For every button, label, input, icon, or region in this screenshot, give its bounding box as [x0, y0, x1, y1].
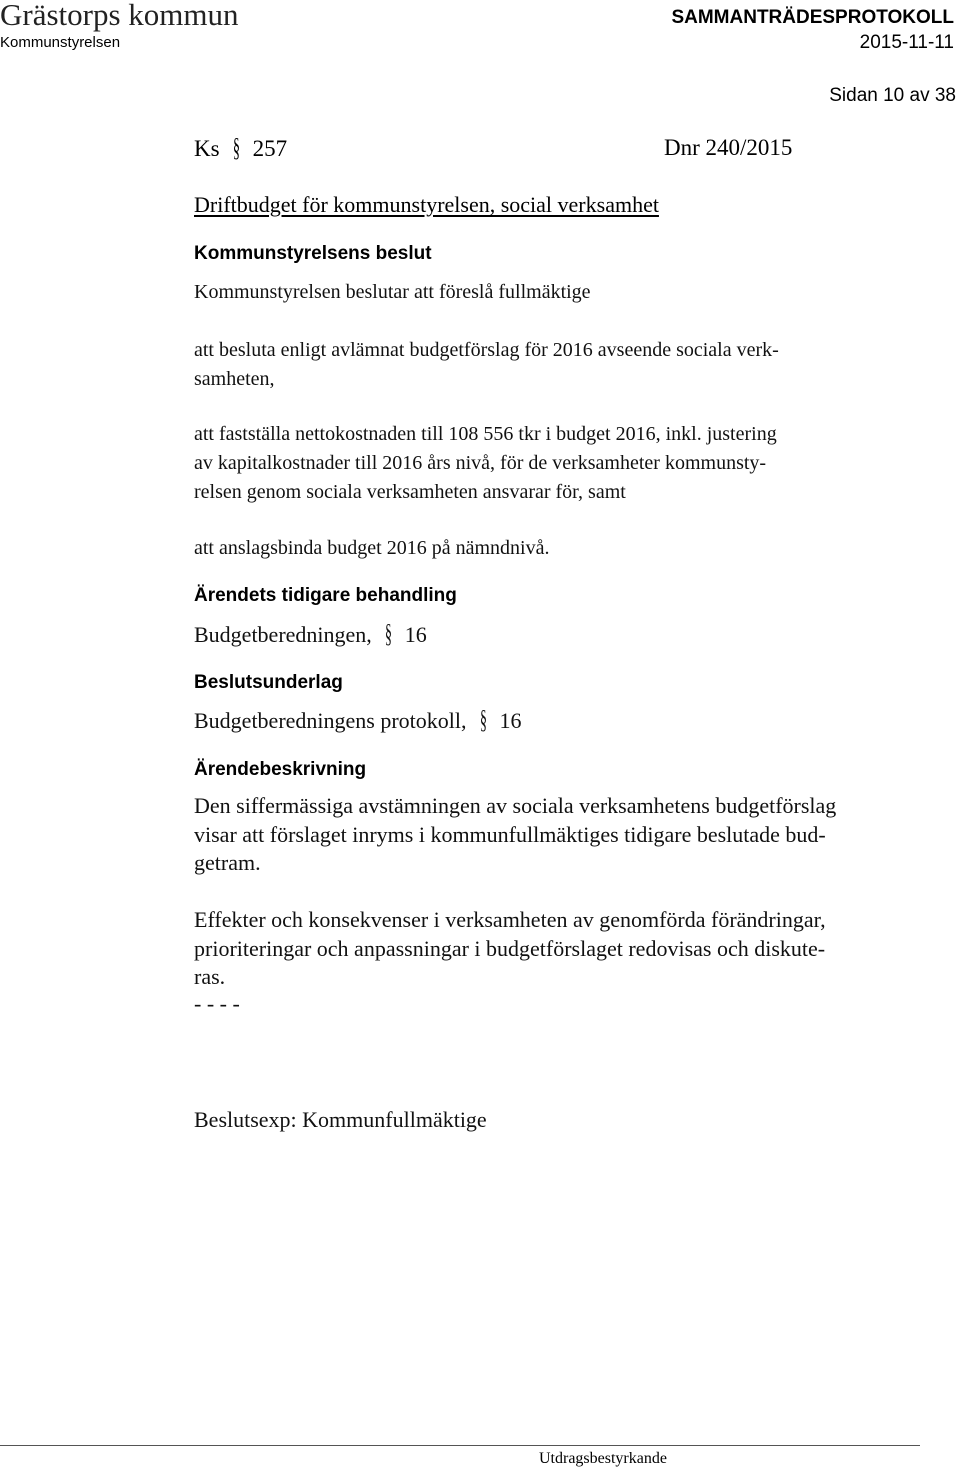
- decision-intro: Kommunstyrelsen beslutar att föreslå fullmäktige: [194, 281, 591, 303]
- section-sign-icon: §: [384, 619, 392, 648]
- description-paragraph: [194, 792, 914, 878]
- section-sign-icon: §: [232, 133, 240, 162]
- description-heading: Ärendebeskrivning: [194, 759, 367, 780]
- description-line: visar att förslaget inryms i kommunfullmäktiges tidigare beslutade bud-: [194, 821, 826, 847]
- page-number: Sidan 10 av 38: [829, 85, 956, 106]
- dispatch-line: Beslutsexp: Kommunfullmäktige: [194, 1107, 487, 1132]
- decision-item-line: att besluta enligt avlämnat budgetförslag för 2016 avseende sociala verk-: [194, 339, 779, 361]
- decision-item-line: relsen genom sociala verksamheten ansvarar för, samt: [194, 481, 626, 503]
- footer-rule: [0, 1445, 920, 1446]
- description-line: getram.: [194, 850, 261, 875]
- decision-item: [194, 336, 914, 394]
- case-title: Driftbudget för kommunstyrelsen, social verksamhet: [194, 192, 659, 217]
- decision-item-line: av kapitalkostnader till 2016 års nivå, för de verksamheter kommunsty-: [194, 452, 767, 474]
- meeting-date: 2015-11-11: [859, 32, 954, 53]
- diary-number: Dnr 240/2015: [664, 135, 793, 160]
- description-line: ras.: [194, 964, 226, 989]
- case-prefix: Ks: [194, 136, 220, 161]
- decision-item: [194, 534, 914, 563]
- certification-label: Utdragsbestyrkande: [539, 1450, 667, 1467]
- basis-heading: Beslutsunderlag: [194, 672, 343, 693]
- case-number: [194, 133, 287, 164]
- description-line: Den siffermässiga avstämningen av sociala verksamhetens budgetförslag: [194, 793, 837, 818]
- decision-item-line: att anslagsbinda budget 2016 på nämndnivå.: [194, 537, 550, 559]
- basis-text: Budgetberedningens protokoll, § 16: [194, 705, 522, 734]
- organization-name: Grästorps kommun: [0, 0, 239, 32]
- description-paragraph: [194, 906, 914, 992]
- section-separator: - - - -: [194, 991, 240, 1016]
- description-line: prioriteringar och anpassningar i budgetförslaget redovisas och diskute-: [194, 935, 826, 961]
- description-line: Effekter och konsekvenser i verksamheten av genomförda förändringar,: [194, 907, 826, 932]
- document-type: SAMMANTRÄDESPROTOKOLL: [671, 7, 954, 28]
- board-name: Kommunstyrelsen: [0, 34, 121, 51]
- previous-handling-text: Budgetberedningen, § 16: [194, 619, 427, 648]
- decision-item: [194, 420, 914, 507]
- decision-heading: Kommunstyrelsens beslut: [194, 243, 432, 264]
- previous-handling-heading: Ärendets tidigare behandling: [194, 585, 457, 606]
- section-sign-icon: §: [479, 705, 487, 734]
- decision-item-line: att fastställa nettokostnaden till 108 556 tkr i budget 2016, inkl. justering: [194, 423, 777, 445]
- decision-item-line: samheten,: [194, 368, 275, 390]
- case-paragraph: 257: [252, 136, 288, 161]
